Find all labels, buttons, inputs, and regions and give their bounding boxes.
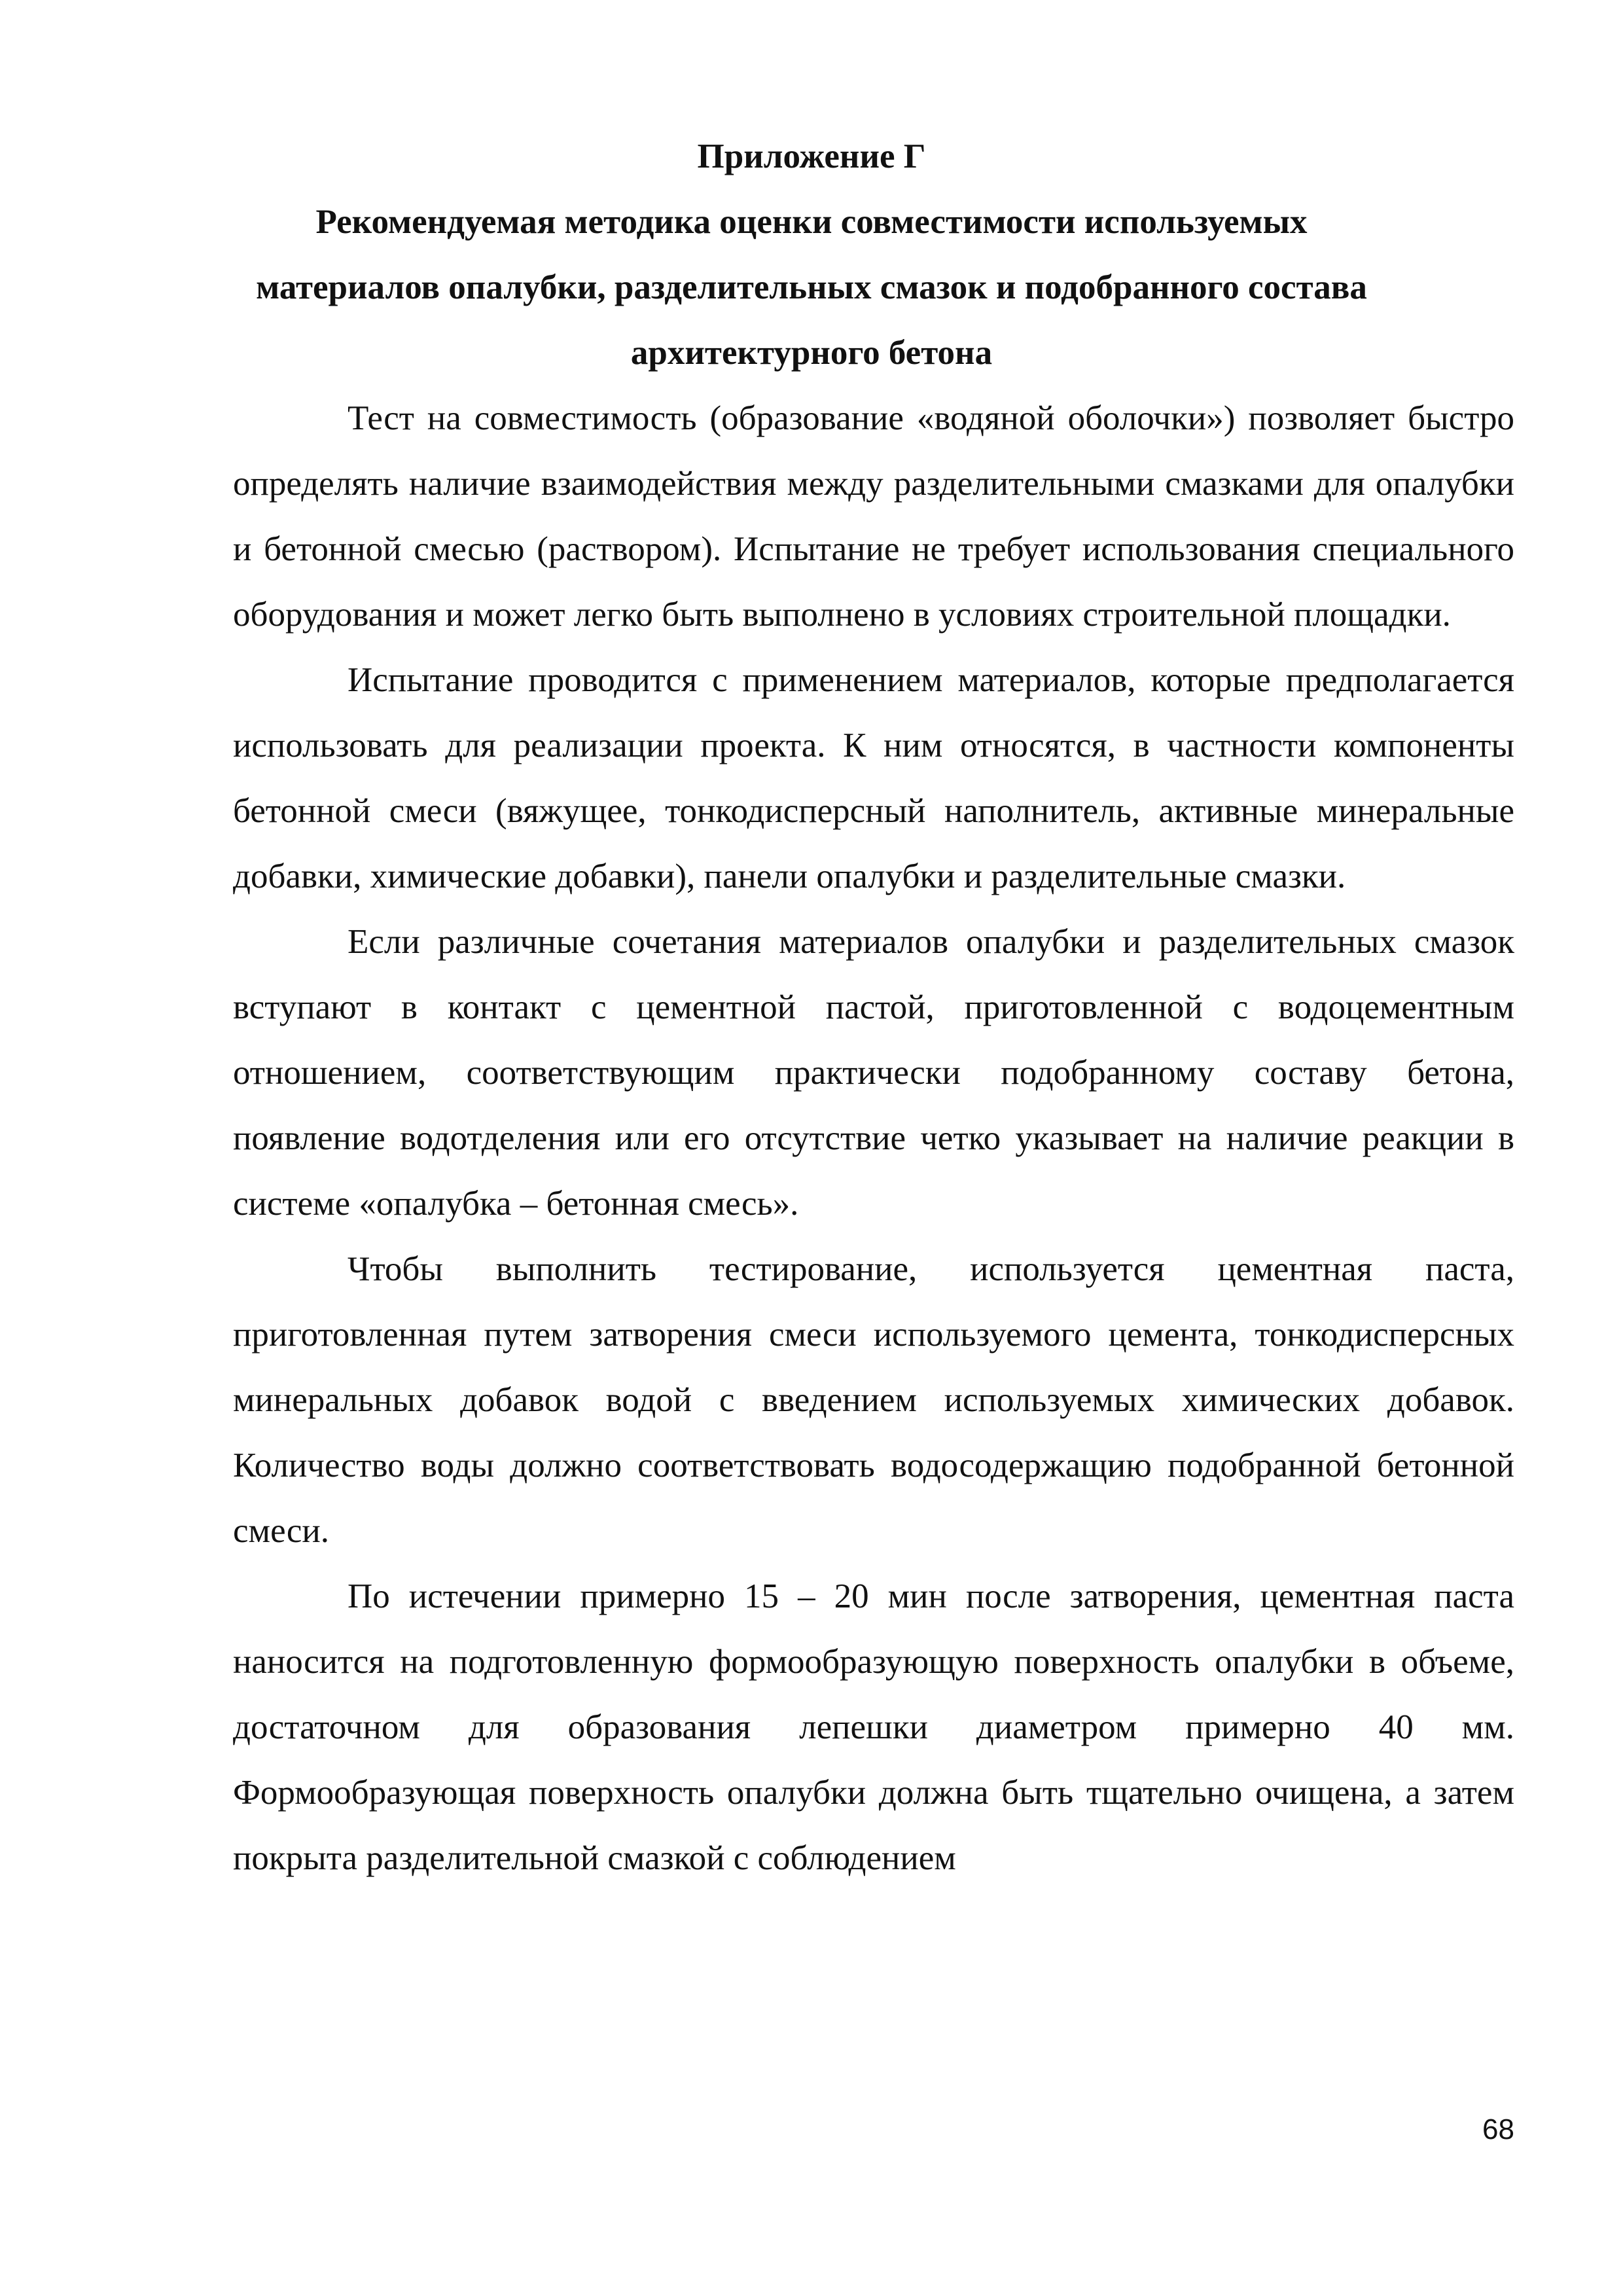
body-text	[233, 386, 1514, 1891]
page-number: 68	[1482, 2113, 1514, 2145]
paragraph-compatibility-test: Тест на совместимость (образование «водяной оболочки») позволяет быстро определять наличие взаимодействия между разделительными смазками для опалубки и бетонной смесью (раствором). Испытание не требует использования специального оборудования и может легко быть выполнено в условиях строительной площадки.	[233, 399, 1514, 634]
paragraph-cement-paste: Чтобы выполнить тестирование, используется цементная паста, приготовленная путем затворения смеси используемого цемента, тонкодисперсных минеральных добавок водой с введением используемых химических добавок. Количество воды должно соответствовать водосодержащию подобранной бетонной смеси.	[233, 1250, 1514, 1550]
document-title-line: Рекомендуемая методика оценки совместимости используемых	[315, 203, 1308, 241]
paragraph-application-procedure: По истечении примерно 15 – 20 мин после затворения, цементная паста наносится на подготовленную формообразующую поверхность опалубки в объеме, достаточном для образования лепешки диаметром примерно 40 мм. Формообразующая поверхность опалубки должна быть тщательно очищена, а затем покрыта разделительной смазкой с соблюдением	[233, 1577, 1514, 1877]
document-title-line: архитектурного бетона	[630, 334, 993, 372]
paragraph-reaction-indicator: Если различные сочетания материалов опалубки и разделительных смазок вступают в контакт с цементной пастой, приготовленной с водоцементным отношением, соответствующим практически подобранному составу бетона, появление водотделения или его отсутствие четко указывает на наличие реакции в системе «опалубка – бетонная смесь».	[233, 923, 1514, 1223]
document-title-line: материалов опалубки, разделительных смазок и подобранного состава	[256, 268, 1367, 306]
paragraph-test-materials: Испытание проводится с применением материалов, которые предполагается использовать для реализации проекта. К ним относятся, в частности компоненты бетонной смеси (вяжущее, тонкодисперсный наполнитель, активные минеральные добавки, химические добавки), панели опалубки и разделительные смазки.	[233, 661, 1514, 895]
document-title	[196, 189, 1427, 386]
appendix-title: Приложение Г	[697, 137, 926, 175]
